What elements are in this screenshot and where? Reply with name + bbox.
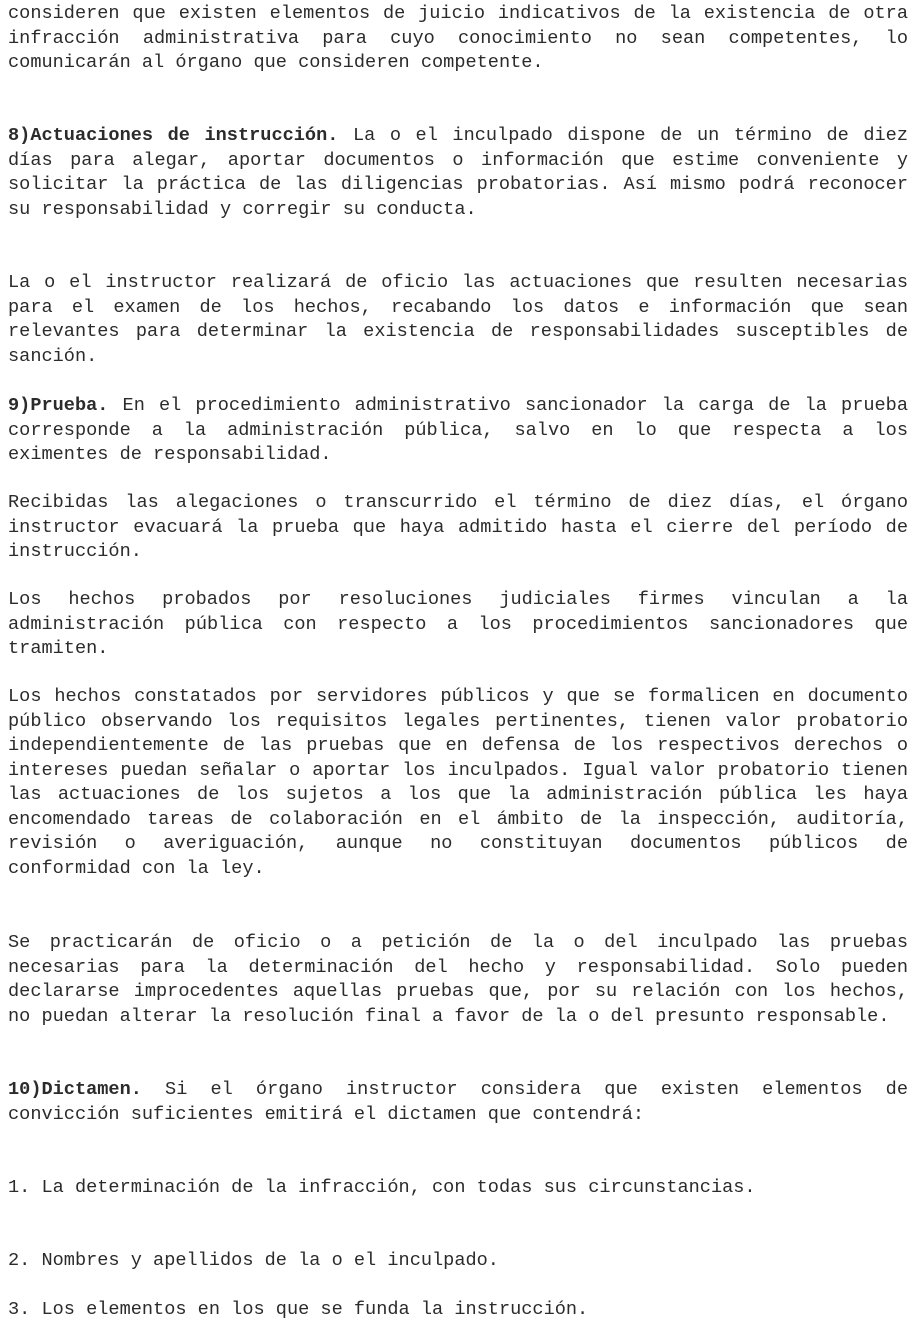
- section-heading: 8)Actuaciones de instrucción.: [8, 125, 339, 146]
- list-item-2: 2. Nombres y apellidos de la o el inculpado.: [8, 1250, 499, 1271]
- paragraph-alegaciones: Recibidas las alegaciones o transcurrido el término de diez días, el órgano instructor evacuará la prueba que haya admitido hasta el cierre del período de instrucción.: [8, 492, 908, 562]
- paragraph-dictamen: 10)Dictamen. Si el órgano instructor considera que existen elementos de convicción suficientes emitirá el dictamen que contendrá:: [8, 1079, 908, 1125]
- section-heading: 9)Prueba.: [8, 395, 109, 416]
- paragraph-continuation: consideren que existen elementos de juicio indicativos de la existencia de otra infracción administrativa para cuyo conocimiento no sean competentes, lo comunicarán al órgano que consideren competente.: [8, 3, 908, 73]
- paragraph-practica-pruebas: Se practicarán de oficio o a petición de la o del inculpado las pruebas necesarias para la determinación del hecho y responsabilidad. Solo pueden declararse improcedentes aquellas pruebas que, por su relación con los hechos, no puedan alterar la resolución final a favor de la o del presunto responsable.: [8, 932, 908, 1027]
- paragraph-hechos-constatados: Los hechos constatados por servidores públicos y que se formalicen en documento público observando los requisitos legales pertinentes, tienen valor probatorio independientemente de las pruebas que en defensa de los respectivos derechos o intereses puedan señalar o aportar los inculpados. Igual valor probatorio tienen las actuaciones de los sujetos a los que la administración pública les haya encomendado tareas de colaboración en el ámbito de la inspección, auditoría, revisión o averiguación, aunque no constituyan documentos públicos de conformidad con la ley.: [8, 686, 908, 879]
- list-item-3: 3. Los elementos en los que se funda la instrucción.: [8, 1299, 589, 1320]
- paragraph-hechos-probados: Los hechos probados por resoluciones judiciales firmes vinculan a la administración pública con respecto a los procedimientos sancionadores que tramiten.: [8, 589, 908, 659]
- section-heading: 10)Dictamen.: [8, 1079, 142, 1100]
- paragraph-actuaciones-instruccion: 8)Actuaciones de instrucción. La o el inculpado dispone de un término de diez días para alegar, aportar documentos o información que estime conveniente y solicitar la práctica de las diligencias probatorias. Así mismo podrá reconocer su responsabilidad y corregir su conducta.: [8, 125, 908, 220]
- list-item-1: 1. La determinación de la infracción, con todas sus circunstancias.: [8, 1177, 756, 1198]
- paragraph-instructor: La o el instructor realizará de oficio las actuaciones que resulten necesarias para el examen de los hechos, recabando los datos e información que sean relevantes para determinar la existencia de responsabilidades susceptibles de sanción.: [8, 272, 908, 367]
- paragraph-prueba: 9)Prueba. En el procedimiento administrativo sancionador la carga de la prueba corresponde a la administración pública, salvo en lo que respecta a los eximentes de responsabilidad.: [8, 395, 908, 465]
